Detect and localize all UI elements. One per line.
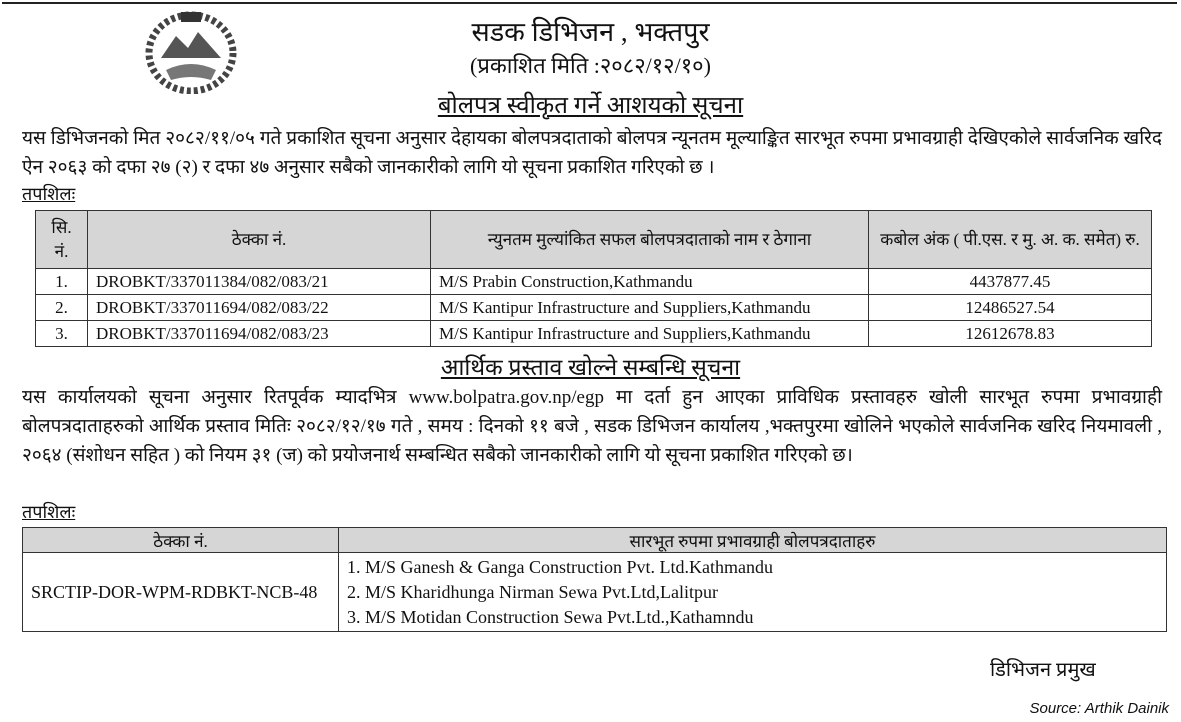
cell-contract: DROBKT/337011694/082/083/22 — [88, 295, 431, 321]
cell-amount: 4437877.45 — [869, 269, 1152, 295]
section2-title: आर्थिक प्रस्ताव खोल्ने सम्बन्धि सूचना — [440, 355, 741, 380]
table-header-row — [36, 211, 1152, 269]
cell-bidders — [339, 553, 1167, 632]
notice-title: बोलपत्र स्वीकृत गर्ने आशयको सूचना — [437, 93, 744, 119]
list-item: 3. M/S Motidan Construction Sewa Pvt.Ltd.,Kathamndu — [347, 606, 754, 627]
cell-contract: DROBKT/337011694/082/083/23 — [88, 321, 431, 347]
cell-amount: 12612678.83 — [869, 321, 1152, 347]
cell-amount: 12486527.54 — [869, 295, 1152, 321]
header-sn: सि. नं. — [36, 211, 88, 269]
contract-number: SRCTIP-DOR-WPM-RDBKT-NCB-48 — [31, 581, 318, 602]
accepted-bids-table — [35, 210, 1152, 347]
cell-sn: 2. — [36, 295, 88, 321]
cell-sn: 1. — [36, 269, 88, 295]
table-header-row — [23, 528, 1167, 553]
details-label-2: तपशिलः — [22, 502, 76, 522]
source-credit: Source: Arthik Dainik — [1029, 700, 1169, 717]
cell-bidder: M/S Kantipur Infrastructure and Suppliers,Kathmandu — [431, 321, 869, 347]
cell-contract: DROBKT/337011384/082/083/21 — [88, 269, 431, 295]
header-contract: ठेक्का नं. — [23, 528, 339, 553]
details-label: तपशिलः — [22, 184, 76, 204]
cell-contract — [23, 553, 339, 632]
cell-bidder: M/S Prabin Construction,Kathmandu — [431, 269, 869, 295]
table-row — [36, 269, 1152, 295]
list-item: 2. M/S Kharidhunga Nirman Sewa Pvt.Ltd,Lalitpur — [347, 581, 718, 602]
header-contract: ठेक्का नं. — [88, 211, 431, 269]
table-row — [23, 553, 1167, 632]
intro-paragraph: यस डिभिजनको मित २०८२/११/०५ गते प्रकाशित सूचना अनुसार देहायका बोलपत्रदाताको बोलपत्र न्यूनतम मूल्याङ्कित सारभूत रुपमा प्रभावग्राही देखिएकोले सार्वजनिक खरिद ऐन २०६३ को दफा २७ (२) र दफा ४७ अनुसार सबैको जानकारीको लागि यो सूचना प्रकाशित गरिएको छ । — [22, 128, 1162, 178]
published-date: (प्रकाशित मिति :२०८२/१२/१०) — [470, 53, 711, 78]
table-row — [36, 295, 1152, 321]
header-bidders: सारभूत रुपमा प्रभावग्राही बोलपत्रदाताहरु — [339, 528, 1167, 553]
header-bidder: न्युनतम मुल्यांकित सफल बोलपत्रदाताको नाम र ठेगाना — [431, 211, 869, 269]
signature: डिभिजन प्रमुख — [990, 659, 1096, 681]
header-amount: कबोल अंक ( पी.एस. र मु. अ. क. समेत) रु. — [869, 211, 1152, 269]
cell-bidder: M/S Kantipur Infrastructure and Suppliers,Kathmandu — [431, 295, 869, 321]
table-row — [36, 321, 1152, 347]
cell-sn: 3. — [36, 321, 88, 347]
financial-proposal-table — [22, 527, 1167, 632]
list-item: 1. M/S Ganesh & Ganga Construction Pvt. Ltd.Kathmandu — [347, 556, 773, 577]
office-name: सडक डिभिजन , भक्तपुर — [471, 17, 710, 47]
section2-paragraph: यस कार्यालयको सूचना अनुसार रितपूर्वक म्यादभित्र www.bolpatra.gov.np/egp मा दर्ता हुन आएका प्राविधिक प्रस्तावहरु खोली सारभूत रुपमा प्रभावग्राही बोलपत्रदाताहरुको आर्थिक प्रस्ताव मितिः २०८२/१२/१७ गते , समय : दिनको ११ बजे , सडक डिभिजन कार्यालय ,भक्तपुरमा खोलिने भएकोले सार्वजनिक खरिद नियमावली , २०६४ (संशोधन सहित ) को नियम ३१ (ज) को प्रयोजनार्थ सम्बन्धित सबैको जानकारीको लागि यो सूचना प्रकाशित गरिएको छ। — [22, 387, 1162, 466]
